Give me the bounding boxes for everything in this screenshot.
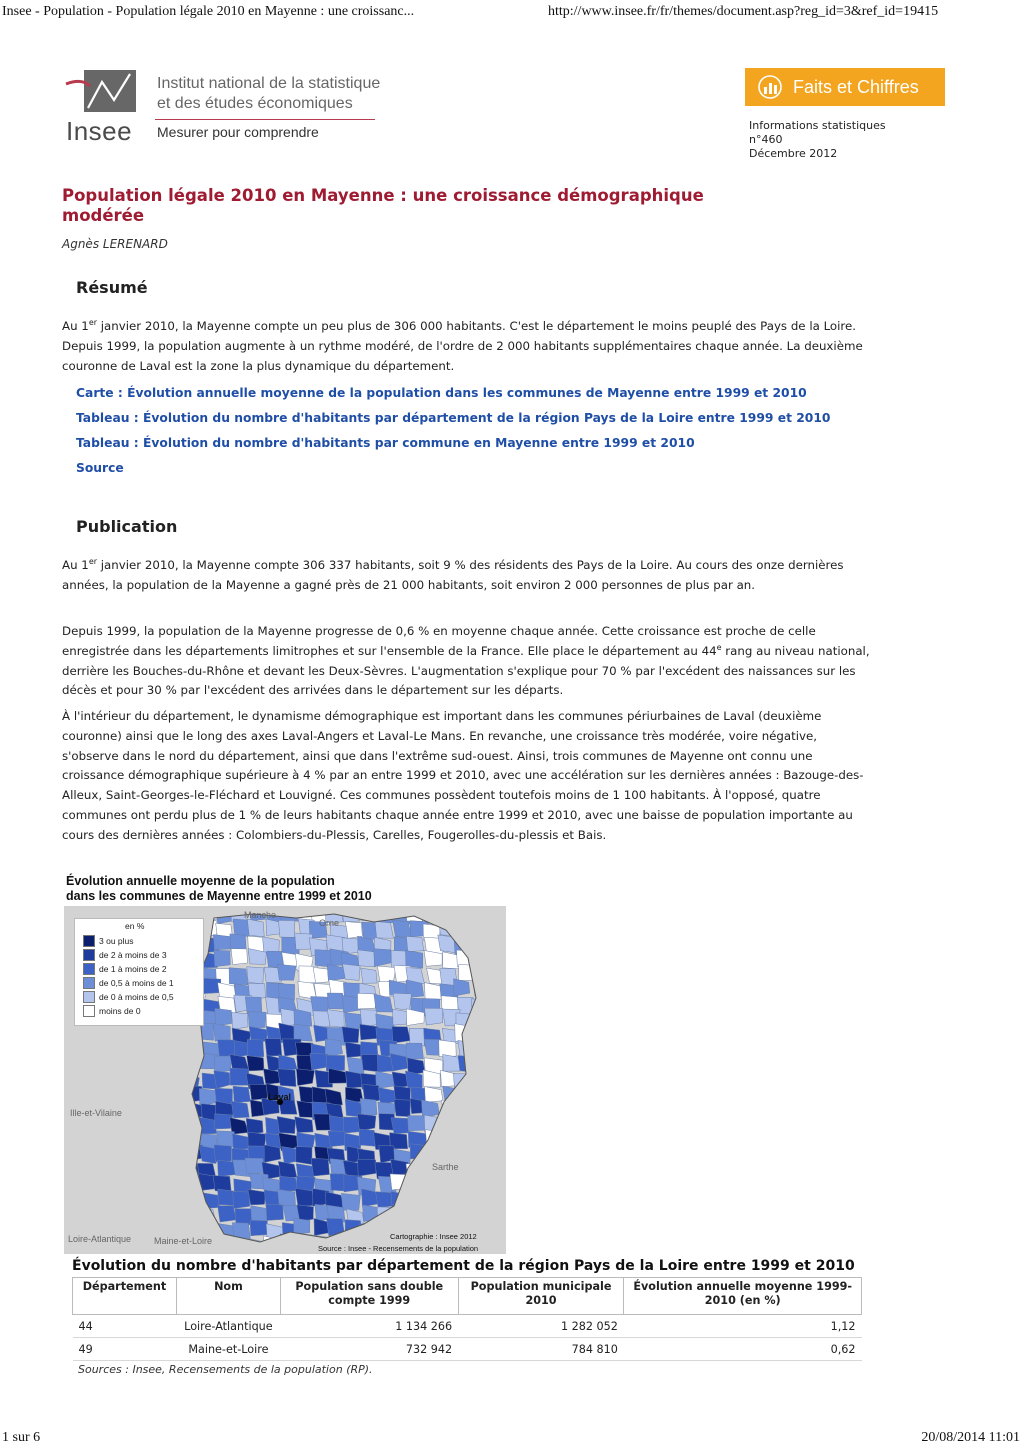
commune-cell	[326, 935, 345, 952]
commune-cell	[458, 1040, 476, 1057]
legend-row: de 0 à moins de 0,5	[83, 991, 174, 1003]
institute-name	[157, 74, 417, 114]
column-header-departement: Département	[73, 1278, 177, 1315]
cell-evolution: 0,62	[624, 1338, 862, 1361]
commune-cell	[357, 993, 376, 1009]
commune-cell	[233, 1192, 250, 1209]
commune-cell	[266, 1204, 283, 1220]
commune-cell	[345, 1220, 361, 1238]
commune-cell	[181, 1252, 200, 1254]
badge-label: Faits et Chiffres	[793, 76, 919, 97]
publication-heading: Publication	[76, 517, 178, 536]
cell-population-1999: 732 942	[280, 1338, 458, 1361]
commune-cell	[473, 953, 492, 969]
cell-departement: 44	[73, 1315, 177, 1338]
table-of-contents	[76, 385, 866, 485]
publication-paragraph-3: À l'intérieur du département, le dynamisme démographique est important dans les communes périurbaines de Laval (deuxième couronne) ainsi que le long des axes Laval-Angers et Laval-Le Mans. En revanche, une croissance très modérée, voire négative, s'observe dans le nord du département, ainsi que dans l'extrême sud-ouest. Ainsi, trois communes de Mayenne ont connu une croissance démographique supérieure à 4 % par an entre 1999 et 2010, avec une accélération sur les dernières années : Bazouge-des-Alleux, Saint-Georges-le-Fléchard et Louvigné. Ces communes possèdent toutefois moins de 1 100 habitants. À l'opposé, quatre communes ont perdu plus de 1 % de leurs habitants chaque année entre 1999 et 2010, avec une baisse de population importante au cours des dernières années : Colombiers-du-Plessis, Carelles, Fougerolles-du-plessis et Bais.	[62, 709, 864, 842]
commune-cell	[279, 1023, 296, 1040]
commune-cell	[214, 1145, 231, 1162]
table-header-row	[73, 1278, 862, 1315]
commune-cell	[296, 1147, 312, 1165]
publication-paragraph-2: Depuis 1999, la population de la Mayenne progresse de 0,6 % en moyenne chaque année. Cette croissance est proche de celle enregistrée dans les départements limitrophes et sur l'ensemble de la France. Elle place le département au 44e rang au niveau national, derrière les Bouches-du-Rhône et devant les Deux-Sèvres. L'augmentation s'explique pour 70 % par l'excédent des naissances sur les décès et pour 30 % par l'excédent des arrivées dans le département sur les départs.	[62, 624, 870, 698]
legend-swatch	[83, 991, 95, 1003]
commune-cell	[345, 1042, 362, 1057]
chart-bars-icon	[757, 74, 783, 100]
publication-info	[749, 119, 886, 161]
commune-cell	[422, 1176, 439, 1193]
map-legend-title: en %	[125, 921, 145, 931]
commune-cell	[246, 1118, 263, 1134]
toc-link-carte[interactable]: Carte : Évolution annuelle moyenne de la population dans les communes de Mayenne entre 1999 et 2010	[76, 386, 807, 400]
commune-cell	[442, 1117, 459, 1134]
commune-cell	[265, 1039, 282, 1056]
commune-cell	[215, 1008, 232, 1026]
commune-cell	[313, 1114, 331, 1130]
institute-name-line2: et des études économiques	[157, 95, 353, 112]
summary-heading: Résumé	[76, 278, 148, 297]
commune-cell	[408, 1116, 426, 1131]
commune-cell	[358, 950, 377, 967]
commune-cell	[278, 1189, 296, 1206]
commune-cell	[470, 1118, 487, 1135]
commune-cell	[472, 1056, 490, 1072]
column-header-population-2010: Population municipale 2010	[458, 1278, 624, 1315]
commune-cell	[426, 1203, 444, 1218]
commune-cell	[439, 1040, 456, 1057]
neighbour-label-maine-et-loire: Maine-et-Loire	[154, 1236, 213, 1246]
table-sources: Sources : Insee, Recensements de la population (RP).	[78, 1363, 373, 1376]
commune-cell	[473, 924, 492, 942]
commune-cell	[425, 1087, 443, 1103]
commune-cell	[470, 1133, 487, 1150]
commune-cell	[425, 1008, 443, 1025]
table-row	[73, 1315, 862, 1338]
commune-cell	[392, 1204, 411, 1221]
commune-cell	[216, 1235, 234, 1252]
commune-cell	[341, 1193, 360, 1210]
faits-et-chiffres-badge	[745, 68, 945, 106]
commune-cell	[473, 1101, 491, 1118]
commune-cell	[442, 1130, 459, 1146]
commune-cell	[377, 1207, 396, 1225]
commune-cell	[457, 1118, 475, 1134]
commune-cell	[311, 996, 330, 1012]
commune-cell	[325, 1039, 342, 1056]
commune-cell	[214, 950, 230, 966]
commune-cell	[264, 1145, 281, 1163]
print-footer-datetime: 20/08/2014 11:01	[921, 1430, 1020, 1445]
commune-cell	[406, 1177, 425, 1194]
commune-cell	[217, 1251, 234, 1254]
commune-cell	[458, 1056, 477, 1073]
commune-cell	[453, 1074, 472, 1091]
commune-cell	[473, 1204, 492, 1221]
commune-cell	[310, 1053, 328, 1070]
commune-cell	[394, 1086, 411, 1101]
commune-cell	[406, 1164, 423, 1181]
commune-cell	[247, 967, 264, 984]
commune-cell	[199, 1146, 216, 1164]
commune-cell	[247, 1056, 264, 1071]
legend-row: de 2 à moins de 3	[83, 949, 167, 961]
commune-cell	[473, 1178, 491, 1193]
commune-cell	[359, 1224, 378, 1240]
print-header	[0, 4, 1024, 26]
commune-cell	[200, 1249, 218, 1254]
article-author: Agnès LERENARD	[62, 237, 168, 251]
commune-cell	[230, 1068, 249, 1085]
commune-cell	[230, 1054, 249, 1070]
commune-cell	[410, 1144, 428, 1159]
commune-cell	[245, 1158, 263, 1173]
commune-cell	[393, 920, 412, 937]
commune-cell	[231, 1101, 249, 1118]
commune-cell	[345, 922, 362, 939]
commune-cell	[454, 1189, 472, 1205]
legend-swatch	[83, 1005, 95, 1017]
commune-cell	[425, 1130, 444, 1146]
legend-row: de 0,5 à moins de 1	[83, 977, 174, 989]
commune-cell	[215, 1114, 233, 1129]
commune-cell	[342, 964, 360, 981]
commune-cell	[472, 1145, 490, 1161]
commune-cell	[455, 906, 473, 921]
commune-cell	[360, 1024, 379, 1040]
commune-cell	[246, 1251, 264, 1254]
commune-cell	[247, 1040, 264, 1058]
commune-cell	[214, 1056, 232, 1073]
map-title-line1: Évolution annuelle moyenne de la population	[66, 874, 335, 888]
neighbour-label-orne: Orne	[319, 918, 340, 928]
table-row	[73, 1338, 862, 1361]
commune-cell	[213, 1023, 230, 1041]
publication-info-date: Décembre 2012	[749, 147, 838, 160]
commune-cell	[230, 1238, 249, 1253]
commune-cell	[475, 933, 494, 950]
legend-swatch	[83, 949, 95, 961]
commune-cell	[471, 999, 489, 1014]
commune-cell	[277, 1116, 295, 1133]
commune-cell	[455, 1024, 472, 1042]
commune-cell	[278, 1069, 296, 1087]
commune-cell	[442, 1193, 461, 1209]
summary-paragraph: Au 1er janvier 2010, la Mayenne compte un peu plus de 306 000 habitants. C'est le département le moins peuplé des Pays de la Loire. Depuis 1999, la population augmente à un rythme modéré, de l'ordre de 2 000 habitants supplémentaires chaque année. La deuxième couronne de Laval est la zone la plus dynamique du département.	[62, 318, 863, 373]
commune-cell	[218, 1206, 237, 1222]
commune-cell	[392, 1027, 411, 1044]
commune-cell	[361, 968, 377, 983]
commune-cell	[469, 1069, 488, 1086]
print-footer-page: 1 sur 6	[2, 1430, 41, 1445]
commune-cell	[263, 937, 280, 953]
commune-cell	[278, 1161, 297, 1178]
commune-cell	[453, 921, 469, 937]
commune-cell	[473, 1159, 491, 1176]
commune-cell	[262, 1251, 279, 1254]
commune-cell	[342, 1027, 359, 1043]
commune-cell	[327, 1010, 344, 1028]
commune-cell	[328, 1131, 345, 1147]
masthead-divider	[155, 119, 375, 120]
commune-cell	[408, 1204, 427, 1222]
commune-cell	[294, 1218, 310, 1234]
institute-name-line1: Institut national de la statistique	[157, 75, 381, 92]
commune-cell	[443, 1054, 460, 1071]
commune-cell	[454, 1100, 471, 1116]
table-title: Évolution du nombre d'habitants par département de la région Pays de la Loire entre 1999 et 2010	[72, 1258, 855, 1274]
article-title: Population légale 2010 en Mayenne : une croissance démographique modérée	[62, 186, 704, 225]
city-label-laval: Laval	[268, 1092, 292, 1102]
commune-cell	[442, 1100, 461, 1118]
cell-nom: Maine-et-Loire	[176, 1338, 280, 1361]
commune-cell	[248, 1189, 266, 1204]
column-header-population-1999: Population sans double compte 1999	[280, 1278, 458, 1315]
commune-cell	[231, 1012, 248, 1029]
commune-growth-map	[64, 906, 506, 1254]
toc-link-tableau-communes[interactable]: Tableau : Évolution du nombre d'habitants par commune en Mayenne entre 1999 et 2010	[76, 436, 695, 450]
toc-link-source[interactable]: Source	[76, 461, 124, 475]
commune-cell	[231, 1253, 250, 1254]
cell-nom: Loire-Atlantique	[176, 1315, 280, 1338]
commune-cell	[455, 1207, 472, 1224]
column-header-nom: Nom	[176, 1278, 280, 1315]
commune-cell	[357, 1114, 376, 1131]
cell-population-2010: 1 282 052	[458, 1315, 624, 1338]
commune-cell	[472, 1009, 490, 1026]
commune-cell	[470, 908, 488, 926]
commune-cell	[280, 906, 298, 921]
publication-info-series: Informations statistiques	[749, 119, 886, 132]
commune-cell	[217, 1160, 235, 1176]
departments-table	[72, 1277, 862, 1361]
commune-cell	[247, 919, 264, 937]
print-header-title: Insee - Population - Population légale 2010 en Mayenne : une croissanc...	[2, 4, 415, 19]
commune-cell	[406, 936, 423, 951]
legend-row: de 1 à moins de 2	[83, 963, 167, 975]
commune-cell	[181, 1056, 199, 1072]
commune-cell	[248, 1012, 266, 1028]
commune-cell	[311, 1158, 330, 1176]
commune-cell	[181, 1039, 198, 1055]
commune-cell	[232, 1134, 249, 1150]
commune-cell	[409, 1189, 428, 1207]
publication-paragraph-1: Au 1er janvier 2010, la Mayenne compte 306 337 habitants, soit 9 % des résidents des Pays de la Loire. Au cours des onze dernières années, la population de la Mayenne a gagné près de 21 000 habitants, soit environ 2 000 personnes de plus par an.	[62, 557, 844, 592]
commune-cell	[391, 1118, 409, 1134]
commune-cell	[181, 1188, 200, 1205]
commune-cell	[473, 963, 490, 981]
map-credit: Cartographie : Insee 2012	[390, 1232, 477, 1241]
commune-cell	[250, 1220, 268, 1235]
commune-cell	[199, 1088, 216, 1106]
commune-cell	[375, 921, 393, 938]
print-footer	[0, 1430, 1024, 1450]
commune-cell	[296, 1069, 314, 1086]
commune-cell	[405, 951, 422, 969]
commune-cell	[471, 1042, 489, 1060]
toc-link-tableau-departements[interactable]: Tableau : Évolution du nombre d'habitants par département de la région Pays de la Loire entre 1999 et 2010	[76, 411, 831, 425]
legend-row: moins de 0	[83, 1005, 141, 1017]
commune-cell	[405, 1071, 422, 1088]
commune-cell	[250, 1084, 269, 1100]
commune-cell	[358, 1159, 376, 1176]
commune-cell	[455, 1087, 472, 1104]
cell-population-2010: 784 810	[458, 1338, 624, 1361]
commune-cell	[454, 1178, 472, 1196]
commune-cell	[327, 1218, 345, 1235]
legend-row: 3 ou plus	[83, 935, 134, 947]
commune-cell	[295, 1188, 313, 1206]
commune-cell	[440, 1178, 459, 1195]
commune-cell	[280, 1234, 299, 1250]
commune-cell	[363, 1205, 380, 1221]
commune-cell	[453, 979, 469, 996]
commune-cell	[229, 968, 248, 985]
legend-swatch	[83, 935, 95, 947]
commune-cell	[233, 1086, 251, 1102]
map-legend	[74, 918, 204, 1026]
commune-cell	[360, 1098, 377, 1116]
commune-cell	[455, 1132, 473, 1149]
map-source: Source : Insee - Recensements de la population	[318, 1244, 479, 1253]
commune-cell	[441, 907, 460, 923]
commune-cell	[341, 906, 360, 922]
commune-cell	[389, 980, 406, 995]
commune-cell	[184, 1205, 201, 1223]
commune-cell	[459, 964, 475, 980]
insee-wordmark: Insee	[66, 116, 133, 146]
legend-swatch	[83, 977, 95, 989]
commune-cell	[213, 935, 232, 950]
cell-departement: 49	[73, 1338, 177, 1361]
commune-cell	[183, 1026, 200, 1044]
legend-swatch	[83, 963, 95, 975]
commune-cell	[295, 1117, 314, 1133]
map-title	[66, 874, 506, 904]
neighbour-label-manche: Manche	[244, 910, 277, 920]
commune-cell	[393, 993, 411, 1010]
neighbour-label-loire-atlantique: Loire-Atlantique	[68, 1234, 132, 1244]
commune-cell	[214, 1071, 230, 1089]
commune-cell	[475, 1028, 492, 1044]
commune-cell	[313, 1011, 330, 1027]
commune-cell	[294, 1024, 312, 1041]
commune-cell	[406, 1043, 423, 1059]
commune-cell	[277, 964, 296, 980]
commune-cell	[459, 1148, 478, 1163]
neighbour-label-ille-et-vilaine: Ille-et-Vilaine	[70, 1108, 122, 1118]
commune-cell	[426, 1193, 445, 1210]
map-title-line2: dans les communes de Mayenne entre 1999 et 2010	[66, 889, 372, 903]
commune-cell	[281, 1249, 297, 1254]
commune-cell	[474, 1085, 491, 1101]
commune-cell	[374, 949, 392, 967]
slogan: Mesurer pour comprendre	[157, 124, 319, 140]
commune-cell	[360, 906, 379, 921]
commune-cell	[394, 1100, 410, 1117]
cell-population-1999: 1 134 266	[280, 1315, 458, 1338]
commune-cell	[279, 1055, 298, 1071]
publication-info-number: n°460	[749, 133, 783, 146]
commune-cell	[361, 1055, 378, 1072]
commune-cell	[345, 1013, 362, 1029]
commune-cell	[182, 1177, 200, 1195]
commune-cell	[184, 1220, 202, 1237]
commune-cell	[313, 967, 330, 983]
commune-cell	[438, 1208, 455, 1226]
cell-evolution: 1,12	[624, 1315, 862, 1338]
commune-cell	[469, 1190, 488, 1207]
column-header-evolution: Évolution annuelle moyenne 1999-2010 (en %)	[624, 1278, 862, 1315]
neighbour-label-sarthe: Sarthe	[432, 1162, 459, 1172]
commune-cell	[438, 935, 456, 953]
commune-cell	[231, 949, 247, 965]
commune-cells	[181, 906, 494, 1254]
commune-cell	[279, 920, 295, 937]
print-header-url: http://www.insee.fr/fr/themes/document.asp?reg_id=3&ref_id=19415	[548, 4, 939, 19]
